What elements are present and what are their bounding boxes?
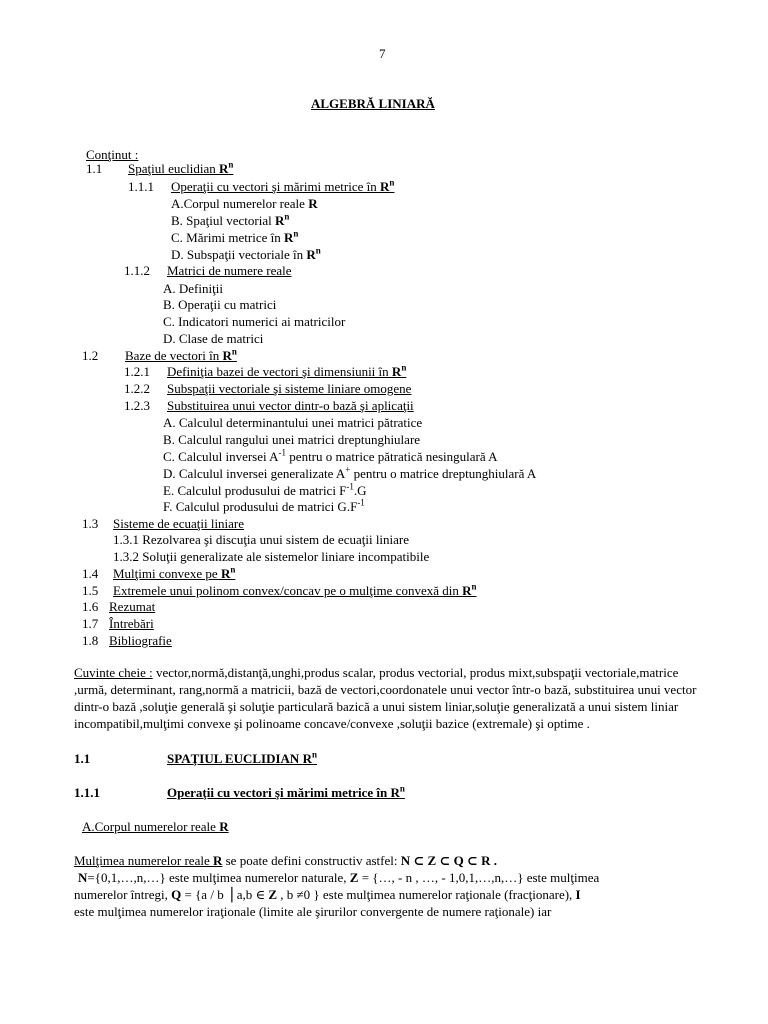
toc-item-label: 1.3.2 Soluţii generalizate ale sistemelor liniare incompatibile [113,549,430,564]
toc-item-label: Subspaţii vectoriale şi sisteme liniare omogene [167,381,412,396]
toc-item-label: Definiţia bazei de vectori şi dimensiunii în $R^n$ [167,362,407,379]
toc-item-number: 1.2.3 [124,398,150,413]
toc-item-label: Rezumat [109,599,156,614]
toc-item-label: A.Corpul numerelor reale R [171,196,318,211]
toc-item-label: D. Calculul inversei generalizate A+ pentru o matrice dreptunghiulară A [163,464,537,481]
toc-item-label: Mulţimi convexe pe $R^n$ [113,564,236,581]
toc-item-label: A. Calculul determinantului unei matrici pătratice [163,415,423,430]
section-heading: SPAŢIUL EUCLIDIAN $R^n$ [167,749,317,766]
toc-item-label: B. Spaţiul vectorial $R^n$ [171,211,290,228]
toc-item-number: 1.8 [82,633,99,648]
toc-item-number: 1.4 [82,566,99,581]
toc-item-label: C. Calculul inversei $A^{-1}$ pentru o matrice pătratică nesingulară A [163,447,498,464]
toc-item-label: A. Definiţii [163,281,223,296]
page-title: ALGEBRĂ LINIARĂ [311,96,435,111]
toc-item-number: 1.2.1 [124,364,150,379]
page-number: 7 [379,46,386,61]
toc-item-number: 1.5 [82,583,99,598]
body-line-3: numerelor întregi, Q = {a / b ⎪a,b ∈ Z , b ≠0 } este mulţimea numerelor raţionale (fracţionare), I [74,887,581,902]
body-line-2: N={0,1,…,n,…} este mulţimea numerelor naturale, Z = {…, - n , …, - 1,0,1,…,n,…} este mulţimea [78,870,600,885]
toc-item-number: 1.2 [82,348,99,363]
subsubsection-heading: A.Corpul numerelor reale R [82,819,229,834]
toc-item-label: Baze de vectori în $R^n$ [125,346,237,363]
toc-item-label: Bibliografie [109,633,172,648]
keywords-label: Cuvinte cheie : [74,665,153,680]
body-line-4: este mulţimea numerelor iraţionale (limite ale şirurilor convergente de numere raţionale) iar [74,904,552,919]
toc-item-number: 1.2.2 [124,381,150,396]
keywords-paragraph [74,664,714,732]
toc-item-label: Spaţiul euclidian $R^n$ [128,159,234,176]
toc-item-number: 1.1.1 [128,179,154,194]
subsection-heading: Operaţii cu vectori şi mărimi metrice în $R^n$ [167,783,405,800]
toc-item-label: E. Calculul produsului de matrici $F^{-1}.G$ [163,481,367,498]
toc-item-label: 1.3.1 Rezolvarea şi discuţia unui sistem de ecuaţii liniare [113,532,410,547]
keywords-text: vector,normă,distanţă,unghi,produs scalar, produs vectorial, produs mixt,subspaţii vectoriale,matrice ,urmă, determinant, rang,normă a matricii, bază de vectori,coordonatele unui vector într-o bază, substituirea unui vector dintr-o bază ,soluţie generală şi soluţie particulară bazică a unui sistem liniar,soluţie generalizată a unui sistem liniar incompatibil,mulţimi convexe şi polinoame concave/convexe ,soluţii bazice (extremale) şi optime . [74,665,697,731]
toc-item-label: D. Clase de matrici [163,331,264,346]
toc-item-number: 1.1.2 [124,263,150,278]
subsection-number: 1.1.1 [74,785,100,800]
toc-item-label: C. Mărimi metrice în $R^n$ [171,228,299,245]
toc-item-label: Sisteme de ecuaţii liniare [113,516,245,531]
toc-item-label: B. Operaţii cu matrici [163,297,277,312]
toc-item-number: 1.6 [82,599,99,614]
toc-heading: Conţinut : [86,147,139,162]
toc-item-label: F. Calculul produsului de matrici $G.F^{-1}$ [163,497,365,514]
toc-item-label: Substituirea unui vector dintr-o bază şi aplicaţii [167,398,414,413]
toc-item-label: Matrici de numere reale [167,263,292,278]
body-line-1: Mulţimea numerelor reale R se poate defini constructiv astfel: N ⊂ Z ⊂ Q ⊂ R . [74,853,497,868]
toc-item-number: 1.1 [86,161,103,176]
toc-item-label: Extremele unui polinom convex/concav pe o mulţime convexă din $R^n$ [113,581,477,598]
toc-item-label: B. Calculul rangului unei matrici dreptunghiulare [163,432,421,447]
section-number: 1.1 [74,751,91,766]
toc-item-label: D. Subspaţii vectoriale în $R^n$ [171,245,321,262]
toc-item-label: Întrebări [109,616,154,631]
toc-item-number: 1.3 [82,516,99,531]
toc-item-label: C. Indicatori numerici ai matricilor [163,314,346,329]
toc-item-number: 1.7 [82,616,99,631]
toc-item-label: Operaţii cu vectori şi mărimi metrice în $R^n$ [171,177,395,194]
